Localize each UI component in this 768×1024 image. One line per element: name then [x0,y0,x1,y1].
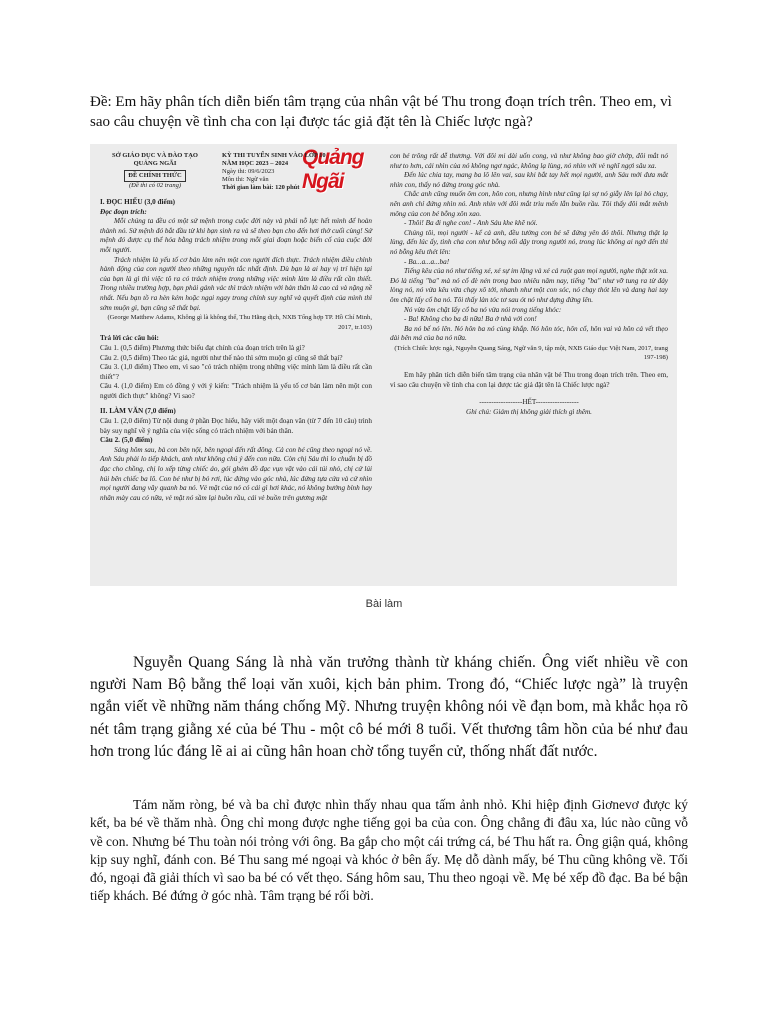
section-heading: I. ĐỌC HIỂU (3,0 điểm) [100,198,176,206]
story-passage: Ba nó bế nó lên. Nó hôn ba nó cùng khắp. Nó hôn tóc, hôn cổ, hôn vai và hôn cả vết thẹo dài bên má của ba nó nữa. [390,324,668,343]
story-passage: Tiếng kêu của nó như tiếng xé, xé sự im lặng và xé cả ruột gan mọi người, nghe thật xót xa. Đó là tiếng "ba" mà nó cố đè nén trong bao nhiêu năm nay, tiếng "ba" như vỡ tung ra từ đáy lòng nó, nó vừa kêu vừa chạy xô tới, nhanh như một con sóc, nó chạy thót lên và dang hai tay ôm chặt lấy cổ ba nó. Tôi thấy làn tóc tơ sau ót nó như dựng đứng lên. [390,267,668,304]
question: Câu 4. (1,0 điểm) Em có đồng ý với ý kiến: "Trách nhiệm là yếu tố cơ bản làm nên một con người đích thực" không? Vì sao? [100,382,372,400]
questions-label: Trả lời các câu hỏi: [100,334,159,343]
essay-prompt: Đề: Em hãy phân tích diễn biến tâm trạng của nhân vật bé Thu trong đoạn trích trên. Theo em, vì sao câu chuyện về tình cha con lại được tác giả đặt tên là Chiếc lược ngà? [90,94,672,130]
story-passage: Đến lúc chia tay, mang ba lô lên vai, sau khi bắt tay hết mọi người, anh Sáu mới đưa mắt nhìn con, thấy nó đứng trong góc nhà. [390,171,668,189]
header-line: SỞ GIÁO DỤC VÀ ĐÀO TẠO [112,152,198,159]
passage-source: (George Matthew Adams, Không gì là không thể, Thu Hằng dịch, NXB Tổng hợp TP. Hồ Chí Minh, 2017, tr.103) [107,314,372,331]
header-line: NĂM HỌC 2023 – 2024 [222,160,289,167]
official-badge: ĐỀ CHÍNH THỨC [124,170,185,182]
question: Câu 2. (0,5 điểm) Theo tác giả, người như thế nào thì sớm muộn gì cũng sẽ thất bại? [100,353,343,362]
exam-paper-scan [90,144,677,586]
story-passage: - Ba! Không cho ba đi nữa! Ba ở nhà với con! [404,315,537,324]
story-passage: Sáng hôm sau, bà con bên nội, bên ngoại đến rất đông. Cả con bé cũng theo ngoại nó về. Anh Sáu phải lo tiếp khách, anh như không chú ý đến con nữa. Còn chị Sáu thì lo chuẩn bị đồ đạc cho chồng, chị lo xếp từng chiếc áo, gói ghém đồ đạc vụn vặt vào cái túi nhỏ, chị cứ lúi húi bên chiếc ba lô. Con bé như bị bỏ rơi, lúc đứng vào góc nhà, lúc đứng tựa cửa và cứ nhìn mọi người đang vây quanh ba nó. Vẻ mặt của nó có cái gì hơi khác, nó không bướng bỉnh hay nhăn mày cau có nữa, vẻ mặt nó sầm lại buồn rầu, cái vẻ buồn trên gương mặt [100,445,372,502]
exam-header [100,152,372,192]
essay-text: Tám năm ròng, bé và ba chỉ được nhìn thấy nhau qua tấm ảnh nhỏ. Khi hiệp định Giơnevơ được ký kết, ba bé về thăm nhà. Ông chỉ mong được nghe tiếng gọi ba của con. Ông chẳng đi đâu xa, lúc nào cũng vỗ về con. Nhưng bé Thu toàn nói trỏng với ông. Ba gắp cho một cái trứng cá, bé Thu hất ra. Ông giận quá, không kịp suy nghĩ, đánh con. Bé Thu sang mé ngoại và khóc ở bên ấy. Mẹ dỗ dành mấy, bé Thu cũng không về. Tối đó, ngoại đã giải thích vì sao ba bé có vết thẹo. Sáng hôm sau, Thu theo ngoại về. Mẹ bé xếp đồ đạc. Ba bé bận tiếp khách. Bé đứng ở góc nhà. Tâm trạng bé rối bời. [90,797,688,904]
essay-text: Nguyễn Quang Sáng là nhà văn trưởng thành từ kháng chiến. Ông viết nhiều về con người Nam Bộ bằng thể loại văn xuôi, kịch bản phim. Trong đó, “Chiếc lược ngà” là truyện ngắn viết về những năm tháng chống Mỹ. Nhưng truyện không nói về đạn bom, mà khắc họa rõ nét tâm trạng giằng xé của bé Thu - một cô bé mới 8 tuổi. Vết thương tâm hồn của bé như đau hơn trong lúc đáng lẽ ai ai cũng hân hoan chờ tổng tuyển cử, thống nhất đất nước. [90,654,688,760]
story-passage: Chúng tôi, mọi người - kể cả anh, đều tưởng con bé sẽ đứng yên đó thôi. Nhưng thật lạ lùng, đến lúc ấy, tình cha con như bỗng nổi dậy trong người nó, trong lúc không ai ngờ đến thì nó bỗng kêu thét lên: [390,228,668,256]
exam-header-left [100,152,210,192]
story-passage: - Thôi! Ba đi nghe con! - Anh Sáu khe khẽ nói. [404,219,538,228]
header-line: (Đề thi có 02 trang) [129,182,181,189]
story-passage: Nó vừa ôm chặt lấy cổ ba nó vừa nói trong tiếng khóc: [404,305,562,314]
writing-task: Câu 2. (5,0 điểm) [100,436,153,445]
story-passage: con bé trông rất dễ thương. Với đôi mi dài uốn cong, và như không bao giờ chớp, đôi mắt nó như to hơn, cái nhìn của nó không ngơ ngác, không lạ lùng, nó nhìn với vẻ nghĩ ngợi sâu xa. [390,152,668,170]
reading-passage: Mỗi chúng ta đều có một sứ mệnh trong cuộc đời này và phải nỗ lực hết mình để hoàn thành nó. Sứ mệnh đó bắt đầu từ khi bạn sinh ra và sẽ theo bạn cho đến hơi thở cuối cùng! Sứ mệnh đó được cụ thể hóa bằng trách nhiệm trong mỗi giai đoạn hoặc biến cố của cuộc đời mỗi người. [100,217,372,254]
header-line: KỲ THI TUYỂN SINH VÀO LỚP 10 [222,152,326,159]
header-line: Ngày thi: 09/6/2023 [222,168,275,175]
image-caption: Bài làm [365,598,403,610]
question: Câu 3. (1,0 điểm) Theo em, vì sao "có trách nhiệm trong những việc mình làm là điều rất cần thiết"? [100,363,372,381]
story-passage: - Ba...a...a...ba! [404,257,450,266]
exam-header-right [222,152,372,192]
story-passage: Chắc anh cũng muốn ôm con, hôn con, nhưng hình như cũng lại sợ nó giẫy lên lại bỏ chạy, nên anh chỉ đứng nhìn nó. Anh nhìn với đôi mắt trìu mến lẫn buồn rầu. Tôi thấy đôi mắt mênh mông của con bé bỗng xôn xao. [390,190,668,218]
end-marker: ------------------HẾT------------------ [479,398,579,407]
scan-right-column [390,152,668,417]
essay-paragraph-2 [90,796,688,906]
header-line: QUẢNG NGÃI [133,160,177,167]
header-line: Môn thi: Ngữ văn [222,176,269,183]
passage-source: (Trích Chiếc lược ngà, Nguyễn Quang Sáng, Ngữ văn 9, tập một, NXB Giáo dục Việt Nam, 2017, trang 197-198) [394,344,668,362]
exam-note: Ghi chú: Giám thị không giải thích gì thêm. [466,407,592,416]
read-label: Đọc đoạn trích: [100,207,147,216]
scan-left-column [100,152,372,503]
question: Câu 1. (0,5 điểm) Phương thức biểu đạt chính của đoạn trích trên là gì? [100,343,305,352]
reading-passage: Trách nhiệm là yếu tố cơ bản làm nên một con người đích thực. Trách nhiệm điều chỉnh hành động của con người theo những nguyên tắc nhất định. Dù bạn là ai hay vị trí hiện tại của bạn là gì thì việc tô ra có trách nhiệm trong những việc mình làm là điều rất cần thiết. Trong nhiều trường hợp, bạn phải gánh vác thì trách nhiệm với bản thân là cao cả và nặng nề nhất. Nếu bạn tồ ra hèn kém hoặc ngại ngay trong chính suy nghĩ và quyết định của mình thì sớm muộn gì, bạn cũng sẽ thất bại. [100,255,372,312]
essay-paragraph-1 [90,652,688,763]
section-heading: II. LÀM VĂN (7,0 điểm) [100,407,176,416]
newspaper-logo: Quảng Ngãi [302,146,364,193]
writing-task: Câu 1. (2,0 điểm) Từ nội dung ở phần Đọc hiểu, hãy viết một đoạn văn (từ 7 đến 10 câu) trình bày suy nghĩ về ý nghĩa của việc sống có trách nhiệm với bản thân. [100,417,372,435]
header-line: Thời gian làm bài: 120 phút [222,184,300,191]
writing-task: Em hãy phân tích diễn biến tâm trạng của nhân vật bé Thu trong đoạn trích trên. Theo em, vì sao câu chuyện về tình cha con lại được tác giả đặt tên là Chiếc lược ngà? [390,371,668,389]
